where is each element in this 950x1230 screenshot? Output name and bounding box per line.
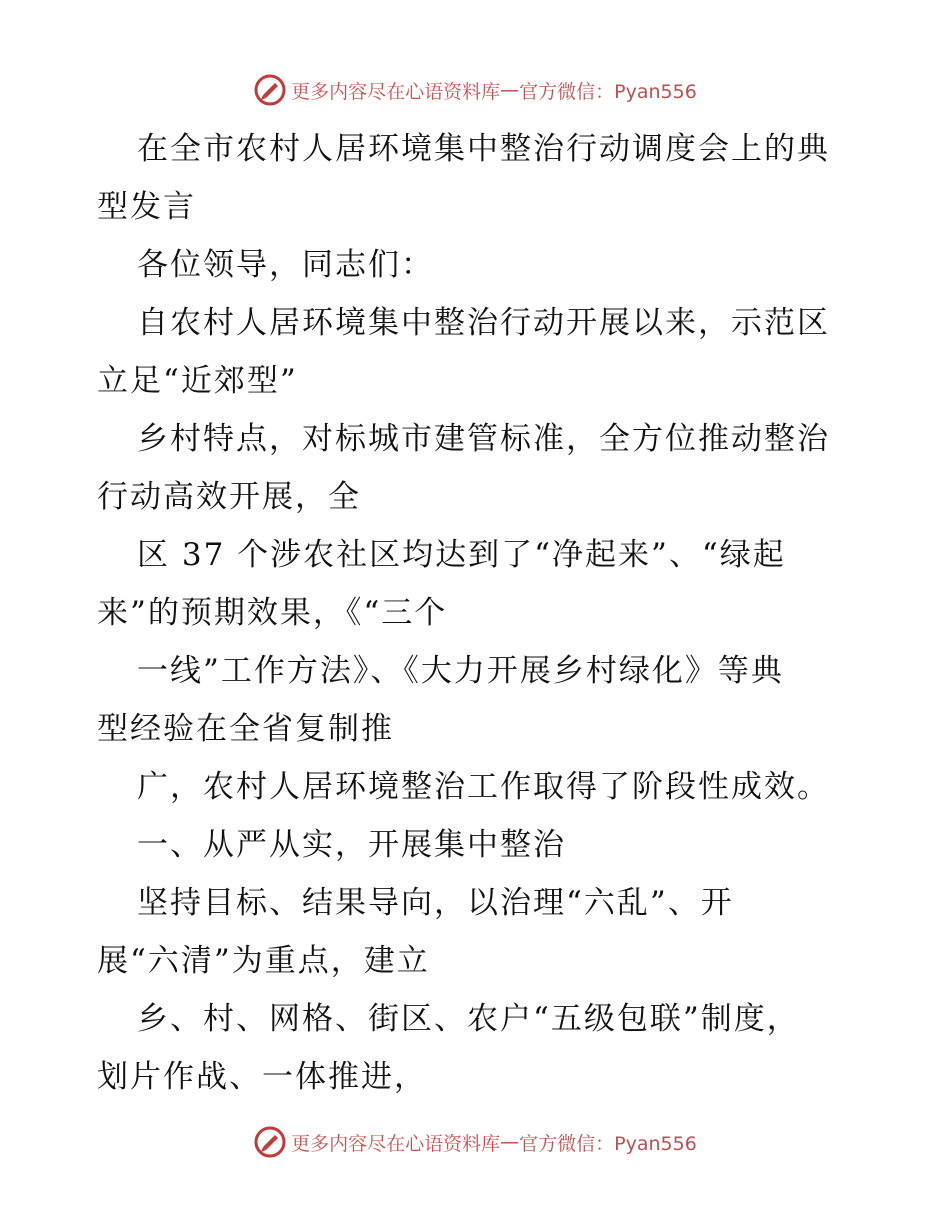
text-line: 广，农村人居环境整治工作取得了阶段性成效。 xyxy=(137,769,830,805)
text-line: 在全市农村人居环境集中整治行动调度会上的典 xyxy=(137,131,830,167)
text-line: 立足“近郊型” xyxy=(97,363,298,399)
watermark-text: 更多内容尽在心语资料库 xyxy=(291,1132,501,1155)
text-line: 乡、村、网格、街区、农户“五级包联”制度， xyxy=(137,1001,800,1037)
text-line: 来”的预期效果，《“三个 xyxy=(97,595,448,631)
text-line: 各位领导，同志们： xyxy=(137,247,434,283)
header-watermark xyxy=(0,70,950,110)
text-line: 展“六清”为重点，建立 xyxy=(97,943,430,979)
text-line: 型经验在全省复制推 xyxy=(97,711,394,747)
section-heading: 一、从严从实，开展集中整治 xyxy=(137,827,566,863)
text-line: 划片作战、一体推进， xyxy=(97,1059,427,1095)
watermark-dash: — xyxy=(500,79,520,101)
watermark-suffix: 官方微信：Pyan556 xyxy=(519,1132,697,1155)
text-line: 坚持目标、结果导向，以治理“六乱”、开 xyxy=(137,885,734,921)
text-line: 型发言 xyxy=(97,189,196,225)
watermark-dash: — xyxy=(500,1131,520,1153)
pen-circle-logo-icon xyxy=(253,1125,287,1159)
watermark-text: 更多内容尽在心语资料库 xyxy=(291,80,501,103)
text-line: 一线”工作方法》、《大力开展乡村绿化》等典 xyxy=(137,653,784,689)
footer-watermark xyxy=(0,1122,950,1162)
pen-circle-logo-icon xyxy=(253,73,287,107)
text-line: 区 37 个涉农社区均达到了“净起来”、“绿起 xyxy=(137,537,786,573)
text-line: 乡村特点，对标城市建管标准，全方位推动整治 xyxy=(137,421,830,457)
watermark-suffix: 官方微信：Pyan556 xyxy=(519,80,697,103)
text-line: 行动高效开展，全 xyxy=(97,479,361,515)
text-line: 自农村人居环境集中整治行动开展以来，示范区 xyxy=(137,305,830,341)
